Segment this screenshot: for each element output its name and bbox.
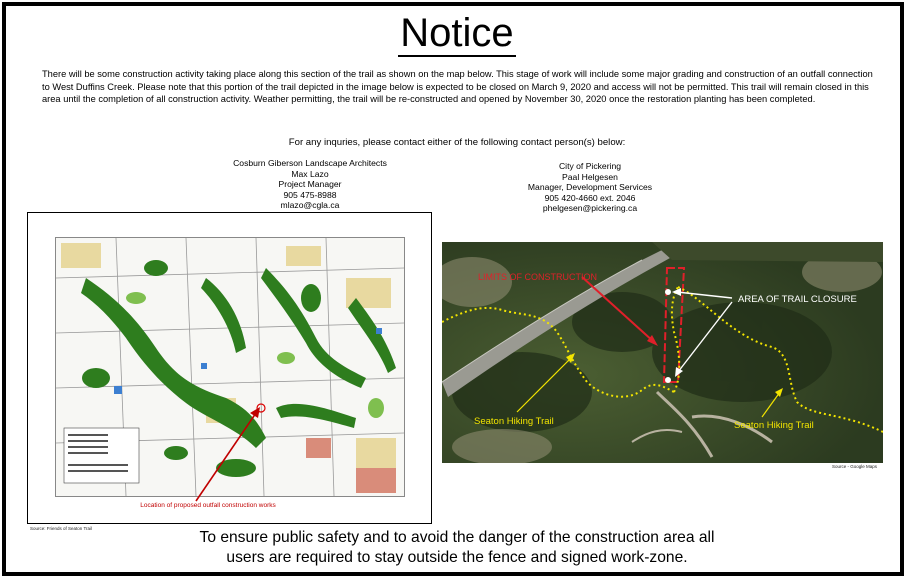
inquiry-text: For any inquries, please contact either of the following contact person(s) below:	[288, 137, 626, 148]
contact-phone: 905 475-8988	[283, 189, 337, 200]
notice-body: There will be some construction activity taking place along this section of the trail as shown on the map below. This stage of work will include some major grading and construction of an outfall connection to West Duffins Creek. Please note that this portion of the trail depicted in the image below is expected to be closed on March 9, 2020 and access will not be permitted. This trail will remain closed in this area until the completion of all construction activity. Weather permitting, the trail will be re-constructed and opened by November 30, 2020 once the restoration planting has been completed.	[42, 69, 873, 105]
trail-closure-label: AREA OF TRAIL CLOSURE	[738, 294, 857, 305]
contact-email[interactable]: phelgesen@pickering.ca	[542, 203, 638, 214]
contact-org: City of Pickering	[558, 161, 622, 171]
contact-pickering	[490, 161, 690, 214]
safety-footer	[0, 528, 914, 568]
contact-email[interactable]: mlazo@cgla.ca	[280, 200, 340, 211]
map-source: Source: Friends of Seaton Trail	[30, 526, 93, 531]
site-location-map	[27, 212, 432, 524]
footer-line-1: To ensure public safety and to avoid the danger of the construction area all	[199, 529, 715, 546]
contact-title: Manager, Development Services	[527, 182, 653, 193]
callout-arrow	[28, 213, 433, 525]
notice-title-text: Notice	[400, 11, 514, 55]
contact-phone: 905 420-4660 ext. 2046	[544, 192, 636, 203]
contact-name: Max Lazo	[291, 168, 329, 179]
contact-cgla	[210, 158, 410, 211]
trail-label-left: Seaton Hiking Trail	[474, 416, 554, 427]
footer-line-2: users are required to stay outside the fence and signed work-zone.	[226, 549, 688, 566]
photo-source: Source - Google Maps	[832, 464, 878, 469]
contact-org: Cosburn Giberson Landscape Architects	[233, 158, 387, 168]
limits-of-construction-label: LIMITS OF CONSTRUCTION	[478, 272, 597, 282]
outfall-callout: Location of proposed outfall construction works	[140, 502, 276, 509]
contact-name: Paal Helgesen	[562, 171, 618, 182]
aerial-photo	[442, 242, 883, 463]
notice-title	[0, 10, 914, 56]
trail-label-right: Seaton Hiking Trail	[734, 420, 814, 431]
contact-title: Project Manager	[278, 179, 342, 190]
